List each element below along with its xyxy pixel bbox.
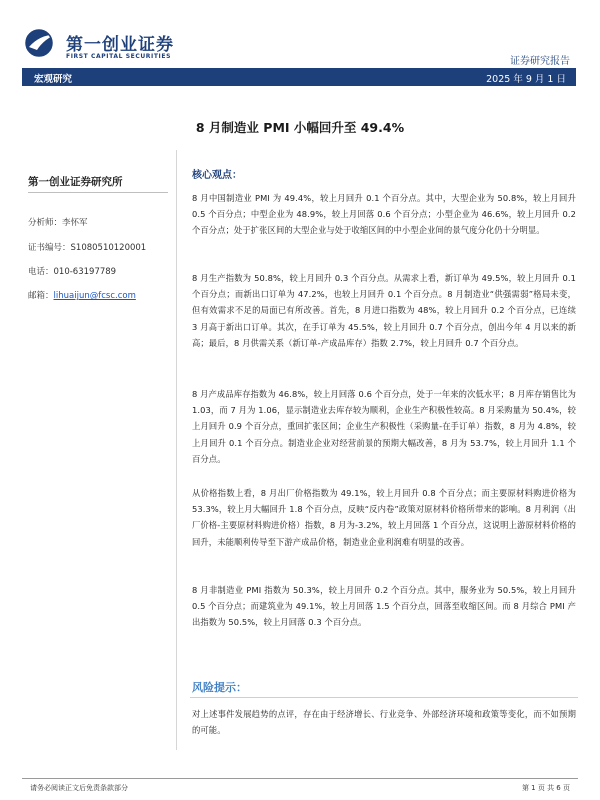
paragraph: 8 月生产指数为 50.8%，较上月回升 0.3 个百分点。从需求上看，新订单为 49.5%，较上月回升 0.1 个百分点；而新出口订单为 47.2%，也较上月回升 0.1 个百分点。8 月制造业“供强需弱”格局未变，但有效需求不足的局面已有所改善。首先，8 月进口指数为 48%，较上月回升 0.2 个百分点，已连续 3 月高于新出口订单。其次，在手订单为 45.5%，较上月回升 0.7 个百分点，创出今年 4 月以来的新高；最后，8 月供需关系（新订单-产成品库存）指数 2.7%，较上月回升 0.7 个百分点。 (192, 273, 576, 348)
paragraph: 8 月产成品库存指数为 46.8%，较上月回落 0.6 个百分点，处于一年来的次低水平；8 月库存销售比为 1.03，而 7 月为 1.06，显示制造业去库存较为顺利，企业生产积极性较高。8 月采购量为 50.4%，较上月回升 0.9 个百分点，重回扩张区间；企业生产积极性（采购量-在手订单）指数，8 月为 4.8%，较上月回升 0.1 个百分点。制造业企业对经营前景的预期大幅改善，8 月为 53.7%，较上月回升 1.1 个百分点。 (192, 389, 576, 464)
footer-rule (22, 778, 578, 779)
category-label: 宏观研究 (34, 74, 73, 85)
risk-rule (190, 697, 578, 698)
page-header (0, 0, 600, 70)
company-name-en: FIRST CAPITAL SECURITIES (66, 53, 172, 60)
company-name-cn: 第一创业证券 (66, 35, 174, 55)
risk-text: 对上述事件发展趋势的点评，存在由于经济增长、行业竞争、外部经济环境和政策等变化，而不如预期的可能。 (192, 709, 576, 736)
footer-disclaimer: 请务必阅读正文后免责条款部分 (30, 784, 128, 792)
analyst-name: 李怀军 (62, 218, 88, 228)
core-views-heading: 核心观点： (192, 170, 242, 181)
email-line (28, 289, 136, 301)
cert-number: S1080510120001 (70, 243, 147, 253)
email-label: 邮箱： (28, 291, 54, 301)
paragraph: 8 月非制造业 PMI 指数为 50.3%，较上月回升 0.2 个百分点。其中，服务业为 50.5%，较上月回升 0.5 个百分点；而建筑业为 49.1%，较上月回落 1.5 个百分点，回落至收缩区间。而 8 月综合 PMI 产出指数为 50.5%，较上月回落 0.3 个百分点。 (192, 585, 576, 628)
institute-rule (28, 192, 168, 193)
company-logo-icon (24, 28, 62, 58)
column-divider (176, 150, 177, 750)
page-number: 第 1 页 共 6 页 (521, 784, 570, 792)
report-type-label: 证券研究报告 (510, 56, 570, 67)
paragraph: 8 月中国制造业 PMI 为 49.4%，较上月回升 0.1 个百分点。其中，大型企业为 50.8%，较上月回升 0.5 个百分点；中型企业为 48.9%，较上月回落 0.6 个百分点；小型企业为 46.6%，较上月回升 0.2 个百分点；处于扩张区间的大型企业与处于收缩区间的中小型企业间的景气度分化仍十分明显。 (192, 193, 576, 236)
report-date: 2025 年 9 月 1 日 (486, 74, 566, 85)
cert-label: 证书编号： (28, 243, 71, 253)
cert-line (28, 241, 146, 253)
report-title: 8 月制造业 PMI 小幅回升至 49.4% (195, 120, 405, 135)
institute-name: 第一创业证券研究所 (28, 176, 123, 188)
email-link[interactable]: lihuaijun@fcsc.com (53, 291, 136, 301)
analyst-line (28, 216, 88, 228)
paragraph: 从价格指数上看，8 月出厂价格指数为 49.1%，较上月回升 0.8 个百分点；而主要原材料购进价格为 53.3%，较上月大幅回升 1.8 个百分点，反映“反内卷”政策对原材料价格所带来的影响。8 月利润（出厂价格-主要原材料购进价格）指数，8 月为-3.2%，较上月回落 1 个百分点，这说明上游原材料价格的回升，未能顺利传导至下游产成品价格，制造业企业利润难有明显的改善。 (192, 488, 576, 547)
phone-number: 010-63197789 (53, 267, 117, 277)
phone-line (28, 265, 116, 277)
category-bar (22, 68, 576, 86)
risk-heading: 风险提示： (192, 681, 247, 694)
analyst-label: 分析师： (28, 218, 63, 228)
phone-label: 电话： (28, 267, 54, 277)
